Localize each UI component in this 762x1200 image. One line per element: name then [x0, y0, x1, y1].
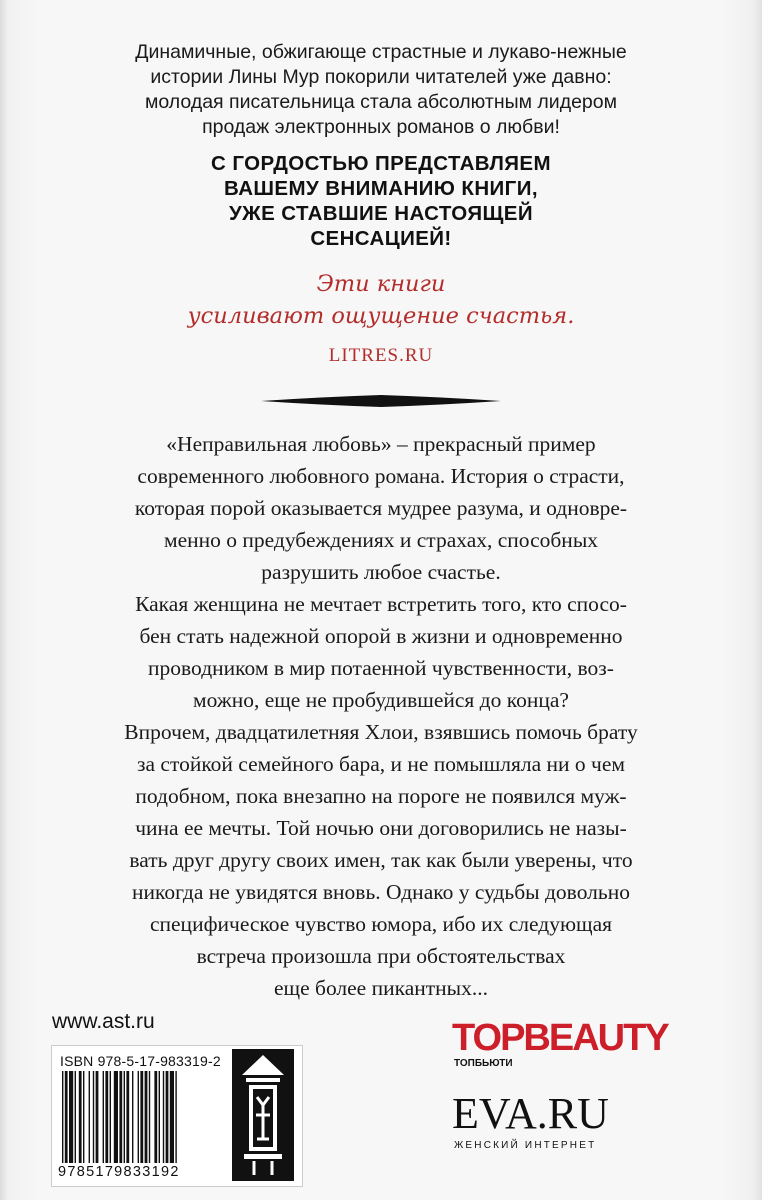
annotation-line: вать друг другу своих имен, так как были уверены, что	[129, 848, 633, 872]
review-quote	[40, 268, 722, 332]
barcode-bar	[159, 1071, 160, 1163]
eva-subtitle: ЖЕНСКИЙ ИНТЕРНЕТ	[454, 1140, 597, 1151]
barcode-bar	[140, 1071, 143, 1163]
annotation-line: никогда не увидятся вновь. Однако у судьбы довольно	[132, 880, 630, 904]
headline	[40, 151, 722, 251]
headline-line: ВАШЕМУ ВНИМАНИЮ КНИГИ,	[224, 177, 538, 200]
barcode-bar	[83, 1071, 84, 1163]
intro-line: Динамичные, обжигающе страстные и лукаво-нежные	[135, 41, 627, 63]
barcode-bar	[105, 1071, 108, 1163]
quote-source: LITRES.RU	[328, 345, 434, 366]
annotation-line: бен стать надежной опорой в жизни и одновременно	[139, 624, 623, 648]
barcode-bar	[154, 1071, 157, 1163]
intro-line: продаж электронных романов о любви!	[202, 116, 560, 138]
barcode-bar	[132, 1071, 133, 1163]
headline-line: УЖЕ СТАВШИЕ НАСТОЯЩЕЙ	[229, 202, 533, 225]
barcode-bar	[89, 1071, 90, 1163]
lantern-icon	[232, 1049, 294, 1181]
barcode-bar	[75, 1071, 76, 1163]
barcode-bar	[62, 1071, 63, 1163]
barcode-bar	[96, 1071, 99, 1163]
barcode-bar	[166, 1071, 169, 1163]
barcode-bar	[163, 1071, 164, 1163]
annotation-line: современного любовного романа. История о страсти,	[137, 464, 625, 488]
barcode-bar	[145, 1071, 148, 1163]
intro-paragraph	[40, 40, 722, 140]
annotation-line: проводником в мир потаенной чувственности, воз-	[148, 656, 614, 680]
annotation-line: Впрочем, двадцатилетняя Хлои, взявшись помочь брату	[124, 720, 638, 744]
headline-line: С ГОРДОСТЬЮ ПРЕДСТАВЛЯЕМ	[211, 152, 551, 175]
topbeauty-subtitle: ТОПБЬЮТИ	[454, 1058, 513, 1069]
eva-logo	[452, 1090, 612, 1160]
intro-line: истории Лины Мур покорили читателей уже давно:	[150, 66, 612, 88]
barcode-bar	[149, 1071, 150, 1163]
barcode-bar	[110, 1071, 111, 1163]
isbn-number: ISBN 978-5-17-983319-2	[60, 1053, 221, 1069]
annotation-line: за стойкой семейного бара, и не помышляла ни о чем	[137, 752, 625, 776]
barcode-bar	[138, 1071, 139, 1163]
annotation-line: встреча произошла при обстоятельствах	[196, 944, 566, 968]
barcode-bar	[65, 1071, 68, 1163]
quote-line: Эти книги	[316, 271, 446, 297]
barcode-digits: 9785179833192	[58, 1164, 180, 1180]
annotation-line: специфическое чувство юмора, ибо их следующая	[149, 912, 613, 936]
eva-name: EVA.RU	[452, 1089, 609, 1138]
barcode-bar	[124, 1071, 125, 1163]
barcode-bar	[170, 1071, 174, 1163]
annotation-line: менно о предубеждениях и страхах, способных	[163, 528, 599, 552]
barcode-bar	[79, 1071, 82, 1163]
annotation-line: Какая женщина не мечтает встретить того, кто спосо-	[135, 592, 627, 616]
publisher-website: www.ast.ru	[52, 1010, 155, 1033]
annotation-line: разрушить любое счастье.	[261, 560, 501, 584]
topbeauty-name: TOPBEAUTY	[452, 1017, 668, 1059]
barcode-bar	[69, 1071, 73, 1163]
barcode-bar	[93, 1071, 94, 1163]
topbeauty-logo	[452, 1018, 674, 1074]
annotation-line: которая порой оказывается мудрее разума, и одновре-	[134, 496, 628, 520]
annotation-line: «Неправильная любовь» – прекрасный пример	[166, 432, 596, 456]
quote-line: усиливают ощущение счастья.	[187, 303, 575, 329]
intro-line: молодая писательница стала абсолютным лидером	[144, 91, 618, 113]
annotation-line: подобном, пока внезапно на пороге не появился муж-	[135, 784, 627, 808]
annotation-line: можно, еще не пробудившейся до конца?	[193, 688, 569, 712]
annotation-line: еще более пикантных...	[273, 976, 488, 1000]
annotation-line: чина ее мечты. Той ночью они договорились не назы-	[135, 816, 627, 840]
barcode-bar	[119, 1071, 122, 1163]
ornament-divider	[261, 394, 501, 408]
headline-line: СЕНСАЦИЕЙ!	[310, 227, 452, 250]
barcode-bar	[114, 1071, 118, 1163]
barcode-bar	[175, 1071, 176, 1163]
barcode	[60, 1071, 228, 1171]
book-annotation	[40, 428, 722, 1004]
barcode-bar	[103, 1071, 104, 1163]
barcode-bar	[126, 1071, 129, 1163]
